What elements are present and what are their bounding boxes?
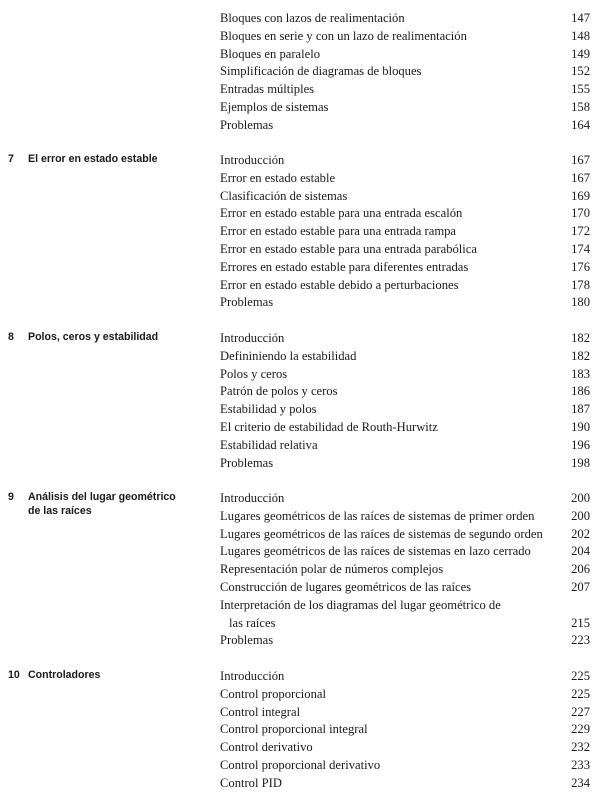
entry-label: Patrón de polos y ceros xyxy=(220,384,338,399)
entry-page-number: 174 xyxy=(571,241,590,256)
entry-page-number: 172 xyxy=(571,224,590,239)
chapter-heading xyxy=(8,668,208,682)
toc-entry xyxy=(220,455,590,473)
entry-page-number: 234 xyxy=(571,775,590,790)
toc-entry xyxy=(220,188,590,206)
entry-page-number: 182 xyxy=(571,331,590,345)
entry-label: Errores en estado estable para diferentes entradas xyxy=(220,259,469,274)
toc-entry xyxy=(220,757,590,775)
entry-list xyxy=(220,668,590,793)
toc-entry xyxy=(220,543,590,561)
entry-label: El criterio de estabilidad de Routh-Hurwitz xyxy=(220,419,438,434)
entry-label: Error en estado estable debido a perturbaciones xyxy=(220,277,459,292)
entry-page-number: 147 xyxy=(571,11,590,25)
toc-entry xyxy=(220,28,590,46)
entry-page-number: 233 xyxy=(571,757,590,772)
toc-entry xyxy=(220,615,590,633)
entry-label: Clasificación de sistemas xyxy=(220,188,348,203)
toc-entry xyxy=(220,526,590,544)
entry-label: Estabilidad y polos xyxy=(220,402,317,417)
toc-entry xyxy=(220,579,590,597)
entry-label: Bloques en serie y con un lazo de realimentación xyxy=(220,28,467,43)
chapter-heading xyxy=(8,490,208,518)
toc-entry xyxy=(220,46,590,64)
chapter-number: 10 xyxy=(8,669,20,681)
entry-page-number: 183 xyxy=(571,366,590,381)
entry-page-number: 158 xyxy=(571,99,590,114)
toc-entry xyxy=(220,739,590,757)
entry-page-number: 232 xyxy=(571,740,590,755)
toc-entry xyxy=(220,401,590,419)
entry-page-number: 200 xyxy=(571,491,590,505)
entry-page-number: 148 xyxy=(571,28,590,43)
toc-entry xyxy=(220,366,590,384)
toc-entry xyxy=(220,686,590,704)
entry-page-number: 207 xyxy=(571,579,590,594)
entry-label: Defininiendo la estabilidad xyxy=(220,348,357,363)
entry-label: las raíces xyxy=(229,615,276,630)
entry-label: Simplificación de diagramas de bloques xyxy=(220,64,422,79)
toc-entry xyxy=(220,259,590,277)
entry-list xyxy=(220,10,590,135)
entry-page-number: 225 xyxy=(571,686,590,701)
entry-page-number: 187 xyxy=(571,402,590,417)
toc-entry xyxy=(220,277,590,295)
entry-page-number: 180 xyxy=(571,295,590,310)
entry-page-number: 229 xyxy=(571,722,590,737)
entry-page-number: 202 xyxy=(571,526,590,541)
entry-label: Representación polar de números complejos xyxy=(220,562,444,577)
entry-label: Error en estado estable para una entrada escalón xyxy=(220,206,463,221)
chapter-number: 9 xyxy=(8,491,14,503)
entry-page-number: 200 xyxy=(571,508,590,523)
entry-list xyxy=(220,490,590,650)
entry-page-number: 155 xyxy=(571,82,590,97)
toc-entry xyxy=(220,704,590,722)
toc-entry xyxy=(220,241,590,259)
toc-entry xyxy=(220,99,590,117)
entry-page-number: 167 xyxy=(571,170,590,185)
toc-entry xyxy=(220,597,590,615)
chapter-heading xyxy=(8,152,208,166)
entry-page-number: 196 xyxy=(571,437,590,452)
entry-label: Entradas múltiples xyxy=(220,82,315,97)
entry-page-number: 204 xyxy=(571,544,590,559)
toc-entry xyxy=(220,508,590,526)
entry-page-number: 152 xyxy=(571,64,590,79)
toc-entry xyxy=(220,294,590,312)
entry-label: Control derivativo xyxy=(220,740,313,755)
toc-entry xyxy=(220,117,590,135)
entry-label: Ejemplos de sistemas xyxy=(220,99,329,114)
entry-page-number: 186 xyxy=(571,384,590,399)
toc-entry xyxy=(220,383,590,401)
chapter-number: 8 xyxy=(8,331,14,343)
chapter-title: El error en estado estable xyxy=(28,153,158,165)
entry-page-number: 198 xyxy=(571,455,590,470)
toc-entry xyxy=(220,721,590,739)
entry-label: Control proporcional integral xyxy=(220,722,368,737)
entry-label: Estabilidad relativa xyxy=(220,437,318,452)
toc-entry xyxy=(220,419,590,437)
entry-page-number: 225 xyxy=(571,669,590,683)
entry-page-number: 223 xyxy=(571,633,590,648)
entry-label: Bloques con lazos de realimentación xyxy=(220,11,405,25)
entry-list xyxy=(220,330,590,472)
entry-page-number: 169 xyxy=(571,188,590,203)
entry-label: Lugares geométricos de las raíces de sistemas de primer orden xyxy=(220,508,535,523)
entry-label: Lugares geométricos de las raíces de sistemas de segundo orden xyxy=(220,526,543,541)
toc-entry xyxy=(220,437,590,455)
entry-label: Interpretación de los diagramas del lugar geométrico de xyxy=(220,597,501,612)
entry-label: Introducción xyxy=(220,669,285,683)
entry-label: Problemas xyxy=(220,455,274,470)
entry-page-number: 206 xyxy=(571,562,590,577)
toc-entry xyxy=(220,668,590,686)
entry-label: Error en estado estable xyxy=(220,170,336,185)
entry-label: Error en estado estable para una entrada parabólica xyxy=(220,241,477,256)
toc-entry xyxy=(220,10,590,28)
toc-entry xyxy=(220,81,590,99)
entry-label: Introducción xyxy=(220,491,285,505)
entry-page-number: 178 xyxy=(571,277,590,292)
chapter-title: Polos, ceros y estabilidad xyxy=(28,331,159,343)
entry-label: Construcción de lugares geométricos de las raíces xyxy=(220,579,472,594)
entry-page-number: 149 xyxy=(571,46,590,61)
toc-entry xyxy=(220,330,590,348)
entry-page-number: 164 xyxy=(571,117,590,132)
toc-entry xyxy=(220,561,590,579)
entry-label: Problemas xyxy=(220,633,274,648)
entry-page-number: 167 xyxy=(571,153,590,167)
entry-list xyxy=(220,152,590,312)
toc-entry xyxy=(220,775,590,793)
toc-entry xyxy=(220,348,590,366)
toc-entry xyxy=(220,490,590,508)
entry-label: Lugares geométricos de las raíces de sistemas en lazo cerrado xyxy=(220,544,531,559)
chapter-heading xyxy=(8,330,208,344)
entry-page-number: 190 xyxy=(571,419,590,434)
entry-page-number: 182 xyxy=(571,348,590,363)
chapter-title: Análisis del lugar geométrico de las raíces xyxy=(28,491,176,517)
entry-label: Problemas xyxy=(220,295,274,310)
entry-label: Control proporcional xyxy=(220,686,326,701)
entry-page-number: 176 xyxy=(571,259,590,274)
entry-label: Error en estado estable para una entrada rampa xyxy=(220,224,457,239)
chapter-number: 7 xyxy=(8,153,14,165)
entry-page-number: 227 xyxy=(571,704,590,719)
entry-label: Control integral xyxy=(220,704,301,719)
entry-page-number: 215 xyxy=(571,615,590,630)
entry-label: Bloques en paralelo xyxy=(220,46,321,61)
entry-label: Polos y ceros xyxy=(220,366,288,381)
entry-label: Control PID xyxy=(220,775,282,790)
toc-entry xyxy=(220,632,590,650)
chapter-title: Controladores xyxy=(28,669,101,681)
toc-entry xyxy=(220,170,590,188)
entry-page-number: 170 xyxy=(571,206,590,221)
entry-label: Control proporcional derivativo xyxy=(220,757,381,772)
toc-entry xyxy=(220,205,590,223)
toc-entry xyxy=(220,223,590,241)
toc-entry xyxy=(220,152,590,170)
entry-label: Problemas xyxy=(220,117,274,132)
entry-label: Introducción xyxy=(220,153,285,167)
entry-label: Introducción xyxy=(220,331,285,345)
toc-entry xyxy=(220,63,590,81)
